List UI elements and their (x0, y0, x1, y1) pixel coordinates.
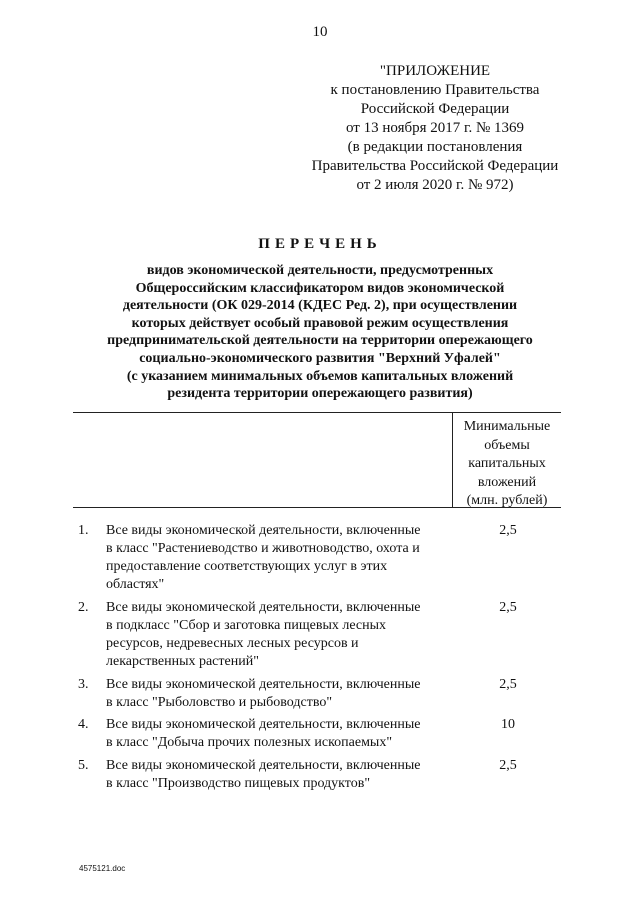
subtitle-line: предпринимательской деятельности на территории опережающего (107, 333, 533, 349)
appendix-line: от 2 июля 2020 г. № 972) (356, 177, 514, 193)
appendix-line: Российской Федерации (360, 101, 510, 117)
row-description-line: в класс "Растениеводство и животноводство, охота и (106, 541, 420, 556)
subtitle-line: деятельности (ОК 029-2014 (КДЕС Ред. 2), при осуществлении (122, 298, 518, 314)
row-description-line: предоставление соответствующих услуг в этих (106, 559, 388, 574)
table-top-rule (73, 412, 561, 413)
row-value: 2,5 (499, 600, 517, 615)
row-description (106, 676, 456, 712)
row-description (106, 716, 456, 752)
row-description-line: Все виды экономической деятельности, включенные (106, 523, 421, 538)
row-description-line: в подкласс "Сбор и заготовка пищевых лесных (106, 618, 387, 633)
appendix-line: Правительства Российской Федерации (311, 158, 559, 174)
subtitle-line: видов экономической деятельности, предусмотренных (146, 263, 494, 278)
row-description-line: в класс "Добыча прочих полезных ископаемых" (106, 735, 393, 750)
column-header-line: вложений (477, 474, 537, 490)
row-number: 2. (78, 600, 89, 615)
appendix-line: от 13 ноября 2017 г. № 1369 (345, 120, 525, 136)
row-description-line: в класс "Рыболовство и рыбоводство" (106, 695, 333, 710)
column-header-line: (млн. рублей) (466, 493, 548, 508)
appendix-line: к постановлению Правительства (330, 82, 540, 98)
row-value: 10 (501, 717, 515, 732)
row-number: 4. (78, 717, 89, 732)
appendix-line: "ПРИЛОЖЕНИЕ (379, 63, 491, 79)
row-description (106, 757, 456, 793)
subtitle-line: резидента территории опережающего развития) (167, 386, 473, 402)
row-number: 1. (78, 523, 89, 538)
appendix-line: (в редакции постановления (347, 139, 523, 155)
row-description-line: Все виды экономической деятельности, включенные (106, 677, 421, 692)
row-number: 5. (78, 758, 89, 773)
row-number: 3. (78, 677, 89, 692)
document-title: ПЕРЕЧЕНЬ (258, 236, 382, 252)
appendix-block (300, 62, 570, 195)
subtitle-line: социально-экономического развития "Верхний Уфалей" (139, 350, 501, 366)
row-description-line: Все виды экономической деятельности, включенные (106, 600, 421, 615)
row-description (106, 522, 456, 594)
row-value: 2,5 (499, 677, 517, 692)
row-description (106, 599, 456, 671)
column-header-investment (453, 418, 561, 511)
page-number: 10 (312, 24, 328, 40)
column-header-line: объемы (484, 437, 530, 453)
subtitle-line: (с указанием минимальных объемов капитальных вложений (126, 368, 514, 384)
column-header-line: Минимальные (463, 419, 551, 434)
row-description-line: областях" (106, 577, 165, 592)
row-description-line: ресурсов, недревесных лесных ресурсов и (106, 636, 359, 651)
row-description-line: в класс "Производство пищевых продуктов" (106, 776, 371, 791)
document-subtitle (70, 262, 570, 403)
subtitle-line: которых действует особый правовой режим осуществления (131, 315, 509, 331)
row-description-line: лекарственных растений" (106, 654, 259, 669)
column-header-line: капитальных (468, 456, 546, 471)
row-description-line: Все виды экономической деятельности, включенные (106, 758, 421, 773)
row-description-line: Все виды экономической деятельности, включенные (106, 717, 421, 732)
row-value: 2,5 (499, 758, 517, 773)
document-filename: 4575121.doc (79, 864, 126, 873)
subtitle-line: Общероссийским классификатором видов экономической (135, 280, 505, 296)
row-value: 2,5 (499, 523, 517, 538)
